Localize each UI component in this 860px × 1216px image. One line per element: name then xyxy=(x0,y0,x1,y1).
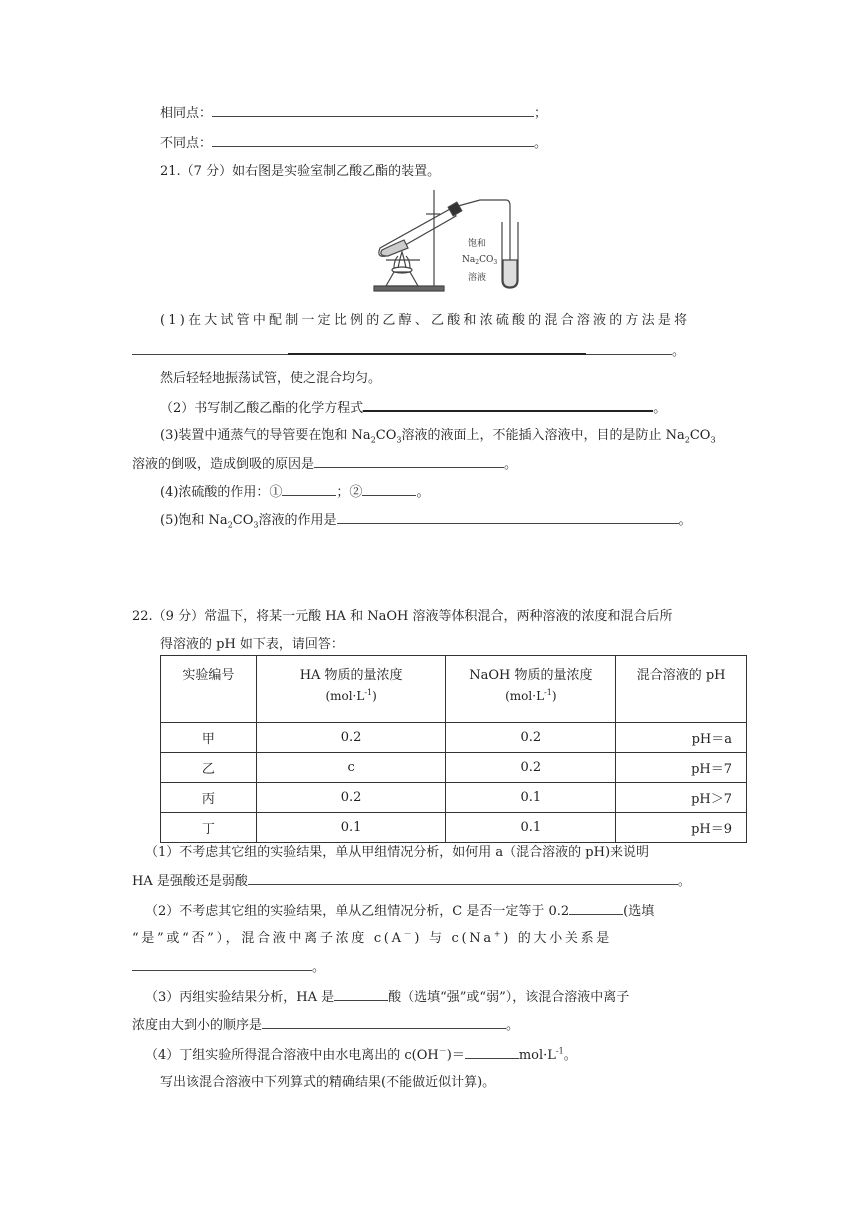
ester-apparatus-figure xyxy=(360,186,520,298)
header-naoh-conc: NaOH 物质的量浓度 $(mol\cdot L^{-1})$ xyxy=(446,656,616,723)
answer-blank[interactable] xyxy=(248,872,678,885)
answer-blank[interactable] xyxy=(465,1046,519,1059)
header-ha-conc: HA 物质的量浓度 $(mol\cdot L^{-1})$ xyxy=(256,656,446,723)
q21-p1-blank-line: 。 xyxy=(132,341,685,361)
q21-p4: (4)浓硫酸的作用：① ；② 。 xyxy=(160,485,430,500)
table-cell: 丁 xyxy=(161,813,257,843)
table-row xyxy=(161,783,747,813)
answer-blank[interactable] xyxy=(569,902,623,915)
answer-blank[interactable] xyxy=(334,988,388,1001)
q21-p3-line2: 溶液的倒吸，造成倒吸的原因是 。 xyxy=(132,457,518,472)
table-cell: 0.1 xyxy=(256,813,446,843)
table-cell: pH＞7 xyxy=(616,783,747,813)
q22-s3-line2: 浓度由大到小的顺序是 。 xyxy=(132,1018,520,1033)
answer-blank[interactable] xyxy=(429,511,643,524)
q21-p2: （2）书写制乙酸乙酯的化学方程式 。 xyxy=(160,398,666,418)
q21-title: 21.（7 分）如右图是实验室制乙酸乙酯的装置。 xyxy=(160,164,441,179)
diff-point-line: 不同点： 。 xyxy=(160,136,548,151)
q22-s4-line2: 写出该混合溶液中下列算式的精确结果(不能做近似计算)。 xyxy=(160,1075,496,1090)
figure-label-na: $Na_2CO_3$ xyxy=(462,255,498,266)
answer-blank[interactable] xyxy=(363,398,653,412)
q22-s2-line1: （2）不考虑其它组的实验结果，单从乙组情况分析，C 是否一定等于 0.2 (选填 xyxy=(145,904,655,919)
q22-s3-line1: （3）丙组实验结果分析，HA 是 酸（选填“强”或“弱”），该混合溶液中离子 xyxy=(145,990,630,1005)
table-header-row xyxy=(161,656,747,723)
q22-title-line1: 22.（9 分）常温下，将某一元酸 HA 和 NaOH 溶液等体积混合，两种溶液的浓度和混合后所 xyxy=(132,609,673,624)
same-point-line: 相同点： ； xyxy=(160,106,548,121)
experiment-table xyxy=(160,655,747,843)
q21-p1-cont: 然后轻轻地振荡试管，使之混合均匀。 xyxy=(160,371,382,386)
table-cell: pH＝9 xyxy=(616,813,747,843)
table-cell: pH＝a xyxy=(616,723,747,753)
q22-s2-line3: 。 xyxy=(132,958,325,977)
q22-s2-line2: “是”或“否”），混合液中离子浓度 c(A－) 与 c(Na+) 的大小关系是 xyxy=(132,929,613,946)
q22-s1-line2: HA 是强酸还是弱酸 。 xyxy=(132,874,691,889)
answer-blank[interactable] xyxy=(212,104,534,117)
q22-s4-line1: （4）丁组实验所得混合溶液中由水电离出的 $c(OH^-)= mol\cdot L^{-1}$。 xyxy=(145,1046,577,1063)
q22-title-line2: 得溶液的 pH 如下表，请回答： xyxy=(160,637,344,652)
table-cell: 0.1 xyxy=(446,783,616,813)
figure-label-saturated: 饱和 xyxy=(468,239,487,249)
q21-p1: (1)在大试管中配制一定比例的乙醇、乙酸和浓硫酸的混合溶液的方法是将 xyxy=(160,313,691,328)
table-cell: pH＝7 xyxy=(616,753,747,783)
figure-label-solution: 溶液 xyxy=(468,273,487,283)
answer-blank[interactable] xyxy=(362,483,416,496)
table-cell: 乙 xyxy=(161,753,257,783)
answer-blank[interactable] xyxy=(262,1016,506,1029)
table-cell: 0.2 xyxy=(256,723,446,753)
answer-blank[interactable] xyxy=(212,134,534,147)
answer-blank[interactable] xyxy=(314,455,504,468)
answer-blank[interactable] xyxy=(132,958,312,971)
table-row xyxy=(161,753,747,783)
table-cell: c xyxy=(256,753,446,783)
table-cell: 甲 xyxy=(161,723,257,753)
table-cell: 0.1 xyxy=(446,813,616,843)
answer-blank[interactable] xyxy=(643,511,679,524)
table-row xyxy=(161,813,747,843)
q21-p3: (3)装置中通蒸气的导管要在饱和 $Na_2CO_3$溶液的液面上，不能插入溶液中，目的是防止 $Na_2CO_3$ xyxy=(160,428,716,445)
answer-blank[interactable] xyxy=(132,342,288,355)
table-cell: 0.2 xyxy=(446,753,616,783)
q21-p5: (5)饱和 $Na_2CO_3$溶液的作用是 。 xyxy=(160,513,692,530)
table-cell: 丙 xyxy=(161,783,257,813)
answer-blank[interactable] xyxy=(337,511,429,524)
answer-blank[interactable] xyxy=(586,342,672,355)
q22-s1-line1: （1）不考虑其它组的实验结果，单从甲组情况分析，如何用 a（混合溶液的 pH)来说明 xyxy=(145,845,650,860)
header-mix-ph: 混合溶液的 pH xyxy=(616,656,747,723)
answer-blank[interactable] xyxy=(282,483,336,496)
header-experiment-id: 实验编号 xyxy=(161,656,257,723)
table-cell: 0.2 xyxy=(446,723,616,753)
table-cell: 0.2 xyxy=(256,783,446,813)
answer-blank[interactable] xyxy=(288,341,586,355)
table-row xyxy=(161,723,747,753)
